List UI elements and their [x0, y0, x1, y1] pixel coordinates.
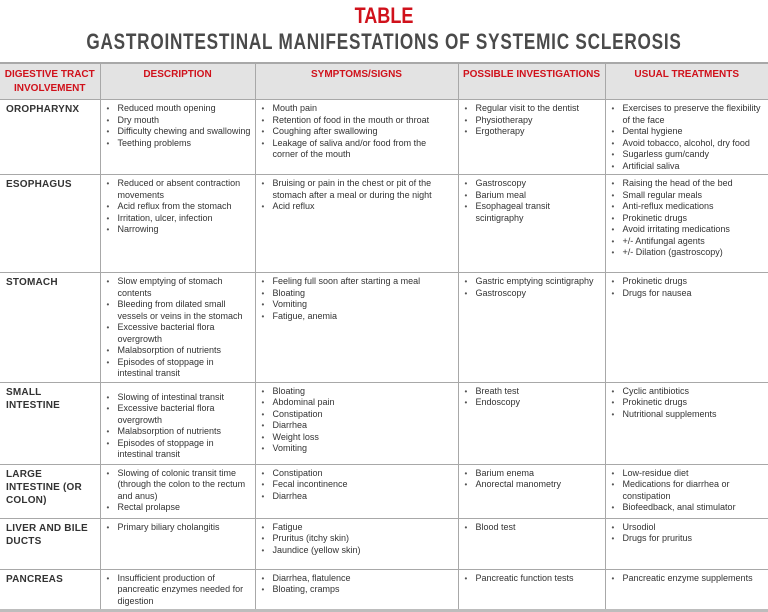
symptoms-list	[260, 276, 454, 322]
list-item: • Weight loss	[260, 432, 454, 444]
list-item: • Teething problems	[105, 138, 251, 150]
list-item: • Leakage of saliva and/or food from the corner of the mouth	[260, 138, 454, 161]
organ-cell: STOMACH	[0, 273, 100, 383]
list-item: • Fatigue	[260, 522, 454, 534]
list-item: • Narrowing	[105, 224, 251, 236]
list-item: • Acid reflux from the stomach	[105, 201, 251, 213]
list-item: • Prokinetic drugs	[610, 397, 765, 409]
investigations-list	[463, 178, 601, 224]
investigations-cell	[458, 175, 605, 273]
list-item: • Reduced or absent contraction movements	[105, 178, 251, 201]
list-item: • Slow emptying of stomach contents	[105, 276, 251, 299]
list-item: • Constipation	[260, 468, 454, 480]
list-item: • Vomiting	[260, 299, 454, 311]
list-item: • Breath test	[463, 386, 601, 398]
treatments-list	[610, 468, 765, 514]
list-item: • Difficulty chewing and swallowing	[105, 126, 251, 138]
treatments-list	[610, 386, 765, 421]
treatments-list	[610, 103, 765, 172]
list-item: • Low-residue diet	[610, 468, 765, 480]
list-item: • Pancreatic enzyme supplements	[610, 573, 765, 585]
header-investigations: POSSIBLE INVESTIGATIONS	[458, 63, 605, 100]
investigations-list	[463, 103, 601, 138]
list-item: • Cyclic antibiotics	[610, 386, 765, 398]
list-item: • Vomiting	[260, 443, 454, 455]
list-item: • Prokinetic drugs	[610, 213, 765, 225]
description-cell	[100, 569, 255, 611]
header-digestive-tract: DIGESTIVE TRACT INVOLVEMENT	[0, 63, 100, 100]
symptoms-cell	[255, 175, 458, 273]
organ-cell: OROPHARYNX	[0, 100, 100, 175]
list-item: • Episodes of stoppage in intestinal transit	[105, 438, 251, 461]
treatments-cell	[605, 569, 768, 611]
symptoms-cell	[255, 273, 458, 383]
list-item: • Regular visit to the dentist	[463, 103, 601, 115]
header-treatments: USUAL TREATMENTS	[605, 63, 768, 100]
list-item: • Small regular meals	[610, 190, 765, 202]
investigations-cell	[458, 100, 605, 175]
description-cell	[100, 382, 255, 464]
list-item: • Bloating, cramps	[260, 584, 454, 596]
description-list	[105, 392, 251, 461]
list-item: • Pruritus (itchy skin)	[260, 533, 454, 545]
list-item: • Reduced mouth opening	[105, 103, 251, 115]
list-item: • Gastroscopy	[463, 288, 601, 300]
list-item: • Primary biliary cholangitis	[105, 522, 251, 534]
symptoms-list	[260, 103, 454, 161]
list-item: • Artificial saliva	[610, 161, 765, 173]
treatments-cell	[605, 273, 768, 383]
investigations-list	[463, 276, 601, 299]
list-item: • Abdominal pain	[260, 397, 454, 409]
organ-cell: SMALL INTESTINE	[0, 382, 100, 464]
list-item: • +/- Antifungal agents	[610, 236, 765, 248]
list-item: • Biofeedback, anal stimulator	[610, 502, 765, 514]
description-cell	[100, 175, 255, 273]
list-item: • Dental hygiene	[610, 126, 765, 138]
list-item: • Blood test	[463, 522, 601, 534]
list-item: • Slowing of colonic transit time (through the colon to the rectum and anus)	[105, 468, 251, 503]
treatments-cell	[605, 382, 768, 464]
table-row	[0, 464, 768, 518]
description-cell	[100, 273, 255, 383]
list-item: • Dry mouth	[105, 115, 251, 127]
treatments-cell	[605, 175, 768, 273]
symptoms-cell	[255, 569, 458, 611]
list-item: • Rectal prolapse	[105, 502, 251, 514]
symptoms-list	[260, 522, 454, 557]
list-item: • Gastric emptying scintigraphy	[463, 276, 601, 288]
treatments-list	[610, 522, 765, 545]
list-item: • Diarrhea	[260, 420, 454, 432]
description-list	[105, 178, 251, 236]
table-row	[0, 175, 768, 273]
list-item: • Endoscopy	[463, 397, 601, 409]
organ-cell: PANCREAS	[0, 569, 100, 611]
list-item: • Barium enema	[463, 468, 601, 480]
description-list	[105, 103, 251, 149]
table-label: TABLE	[354, 3, 414, 28]
investigations-cell	[458, 382, 605, 464]
list-item: • Feeling full soon after starting a meal	[260, 276, 454, 288]
table-row	[0, 569, 768, 611]
list-item: • Fatigue, anemia	[260, 311, 454, 323]
investigations-list	[463, 468, 601, 491]
symptoms-list	[260, 178, 454, 213]
list-item: • Irritation, ulcer, infection	[105, 213, 251, 225]
symptoms-list	[260, 386, 454, 455]
list-item: • Diarrhea, flatulence	[260, 573, 454, 585]
description-cell	[100, 100, 255, 175]
investigations-list	[463, 386, 601, 409]
list-item: • Sugarless gum/candy	[610, 149, 765, 161]
list-item: • Malabsorption of nutrients	[105, 426, 251, 438]
list-item: • Acid reflux	[260, 201, 454, 213]
list-item: • Avoid irritating medications	[610, 224, 765, 236]
treatments-cell	[605, 100, 768, 175]
investigations-cell	[458, 569, 605, 611]
table-row	[0, 273, 768, 383]
list-item: • Constipation	[260, 409, 454, 421]
list-item: • Excessive bacterial flora overgrowth	[105, 322, 251, 345]
treatments-cell	[605, 464, 768, 518]
list-item: • Coughing after swallowing	[260, 126, 454, 138]
list-item: • Fecal incontinence	[260, 479, 454, 491]
header-symptoms: SYMPTOMS/SIGNS	[255, 63, 458, 100]
symptoms-list	[260, 468, 454, 503]
investigations-cell	[458, 464, 605, 518]
organ-cell: LARGE INTESTINE (OR COLON)	[0, 464, 100, 518]
treatments-list	[610, 276, 765, 299]
investigations-cell	[458, 518, 605, 569]
treatments-list	[610, 573, 765, 585]
list-item: • Diarrhea	[260, 491, 454, 503]
list-item: • Ursodiol	[610, 522, 765, 534]
investigations-list	[463, 573, 601, 585]
table-row	[0, 100, 768, 175]
list-item: • +/- Dilation (gastroscopy)	[610, 247, 765, 259]
organ-cell: LIVER AND BILE DUCTS	[0, 518, 100, 569]
list-item: • Pancreatic function tests	[463, 573, 601, 585]
list-item: • Excessive bacterial flora overgrowth	[105, 403, 251, 426]
list-item: • Slowing of intestinal transit	[105, 392, 251, 404]
list-item: • Insufficient production of pancreatic enzymes needed for digestion	[105, 573, 251, 608]
symptoms-cell	[255, 518, 458, 569]
list-item: • Exercises to preserve the flexibility of the face	[610, 103, 765, 126]
symptoms-cell	[255, 464, 458, 518]
investigations-cell	[458, 273, 605, 383]
list-item: • Mouth pain	[260, 103, 454, 115]
list-item: • Barium meal	[463, 190, 601, 202]
list-item: • Episodes of stoppage in intestinal transit	[105, 357, 251, 380]
list-item: • Anti-reflux medications	[610, 201, 765, 213]
list-item: • Raising the head of the bed	[610, 178, 765, 190]
header-description: DESCRIPTION	[100, 63, 255, 100]
symptoms-cell	[255, 382, 458, 464]
list-item: • Drugs for nausea	[610, 288, 765, 300]
page-title: GASTROINTESTINAL MANIFESTATIONS OF SYSTEMIC SCLEROSIS	[86, 29, 682, 54]
list-item: • Bloating	[260, 386, 454, 398]
symptoms-cell	[255, 100, 458, 175]
treatments-list	[610, 178, 765, 259]
list-item: • Ergotherapy	[463, 126, 601, 138]
list-item: • Esophageal transit scintigraphy	[463, 201, 601, 224]
description-list	[105, 573, 251, 608]
list-item: • Bleeding from dilated small vessels or veins in the stomach	[105, 299, 251, 322]
table-row	[0, 518, 768, 569]
description-list	[105, 468, 251, 514]
symptoms-list	[260, 573, 454, 596]
gi-manifestations-table	[0, 62, 768, 612]
list-item: • Bruising or pain in the chest or pit of the stomach after a meal or during the night	[260, 178, 454, 201]
table-body	[0, 100, 768, 611]
description-cell	[100, 464, 255, 518]
description-cell	[100, 518, 255, 569]
list-item: • Physiotherapy	[463, 115, 601, 127]
list-item: • Jaundice (yellow skin)	[260, 545, 454, 557]
list-item: • Retention of food in the mouth or throat	[260, 115, 454, 127]
header-row	[0, 63, 768, 100]
list-item: • Anorectal manometry	[463, 479, 601, 491]
list-item: • Nutritional supplements	[610, 409, 765, 421]
list-item: • Avoid tobacco, alcohol, dry food	[610, 138, 765, 150]
list-item: • Drugs for pruritus	[610, 533, 765, 545]
description-list	[105, 276, 251, 380]
list-item: • Medications for diarrhea or constipation	[610, 479, 765, 502]
investigations-list	[463, 522, 601, 534]
description-list	[105, 522, 251, 534]
treatments-cell	[605, 518, 768, 569]
organ-cell: ESOPHAGUS	[0, 175, 100, 273]
table-row	[0, 382, 768, 464]
list-item: • Prokinetic drugs	[610, 276, 765, 288]
list-item: • Gastroscopy	[463, 178, 601, 190]
list-item: • Bloating	[260, 288, 454, 300]
list-item: • Malabsorption of nutrients	[105, 345, 251, 357]
